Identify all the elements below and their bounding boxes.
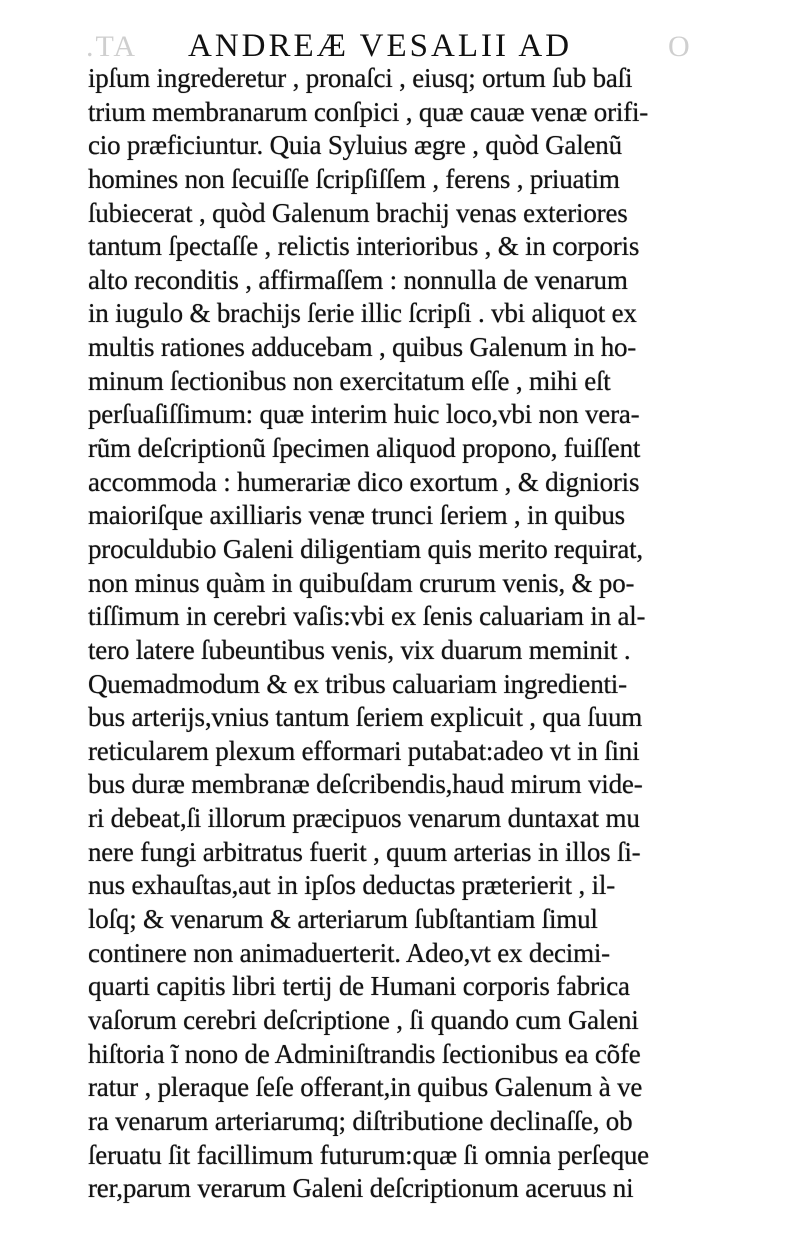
text-line: multis rationes adducebam , quibus Galenum in ho- [88,332,637,363]
text-line: non minus quàm in quibuſdam crurum venis, & po- [88,567,635,598]
text-line: cio præficiuntur. Quia Syluius ægre , quòd Galenũ [88,130,622,161]
text-line: ipſum ingrederetur , pronaſci , eiusq; ortum ſub baſi [88,63,633,93]
text-line: continere non animaduerterit. Adeo,vt ex decimi- [88,937,610,968]
text-line: maioriſque axilliaris venæ trunci ſeriem , in quibus [88,500,625,531]
running-head: ANDREÆ VESALII AD [188,28,573,64]
text-line: ſeruatu ſit facillimum futurum:quæ ſi omnia perſeque [88,1139,649,1170]
text-line: perſuaſiſſimum: quæ interim huic loco,vbi non vera- [88,399,640,430]
text-line: alto reconditis , affirmaſſem : nonnulla de venarum [88,264,628,295]
show-through-ghost: .TA [86,30,138,63]
text-line: nere fungi arbitratus fuerit , quum arterias in illos ſi- [88,836,641,867]
text-line: bus duræ membranæ deſcribendis,haud mirum vide- [88,769,643,800]
text-line: rer,parum verarum Galeni deſcriptionum aceruus ni [88,1173,634,1204]
text-line: ſubiecerat , quòd Galenum brachij venas exteriores [88,197,628,228]
text-line: nus exhauſtas,aut in ipſos deductas præterierit , il- [88,870,616,901]
text-line: reticularem plexum efformari putabat:adeo vt in ſini [88,735,640,766]
text-line: ra venarum arteriarumq; diſtributione declinaſſe, ob [88,1105,633,1136]
text-line: tantum ſpectaſſe , relictis interioribus , & in corporis [88,231,640,262]
text-line: proculdubio Galeni diligentiam quis merito requirat, [88,533,643,564]
text-line: tero latere ſubeuntibus venis, vix duarum meminit . [88,634,631,665]
text-line: trium membranarum conſpici , quæ cauæ venæ orifi- [88,96,649,127]
text-line: ri debeat,ſi illorum præcipuos venarum duntaxat mu [88,803,640,834]
show-through-ghost: O [668,30,690,63]
text-line: loſq; & venarum & arteriarum ſubſtantiam ſimul [88,904,598,935]
text-line: quarti capitis libri tertij de Humani corporis fabrica [88,971,630,1002]
text-line: hiſtoria ĩ nono de Adminiſtrandis ſectionibus ea cõfe [88,1038,641,1069]
body-text [88,62,768,1206]
text-line: in iugulo & brachijs ſerie illic ſcripſi . vbi aliquot ex [88,298,637,329]
text-line: Quemadmodum & ex tribus caluariam ingredienti- [88,668,627,699]
text-line: rũm deſcriptionũ ſpecimen aliquod propono, fuiſſent [88,433,641,464]
text-line: homines non ſecuiſſe ſcripſiſſem , ferens , priuatim [88,163,620,194]
text-line: bus arterijs,vnius tantum ſeriem explicuit , qua ſuum [88,702,643,733]
text-line: vaſorum cerebri deſcriptione , ſi quando cum Galeni [88,1004,639,1035]
text-line: accommoda : humerariæ dico exortum , & dignioris [88,466,640,497]
text-line: minum ſectionibus non exercitatum eſſe , mihi eſt [88,365,611,396]
text-line: ratur , pleraque ſeſe offerant,in quibus Galenum à ve [88,1072,643,1103]
text-line: tiſſimum in cerebri vaſis:vbi ex ſenis caluariam in al- [88,601,646,632]
